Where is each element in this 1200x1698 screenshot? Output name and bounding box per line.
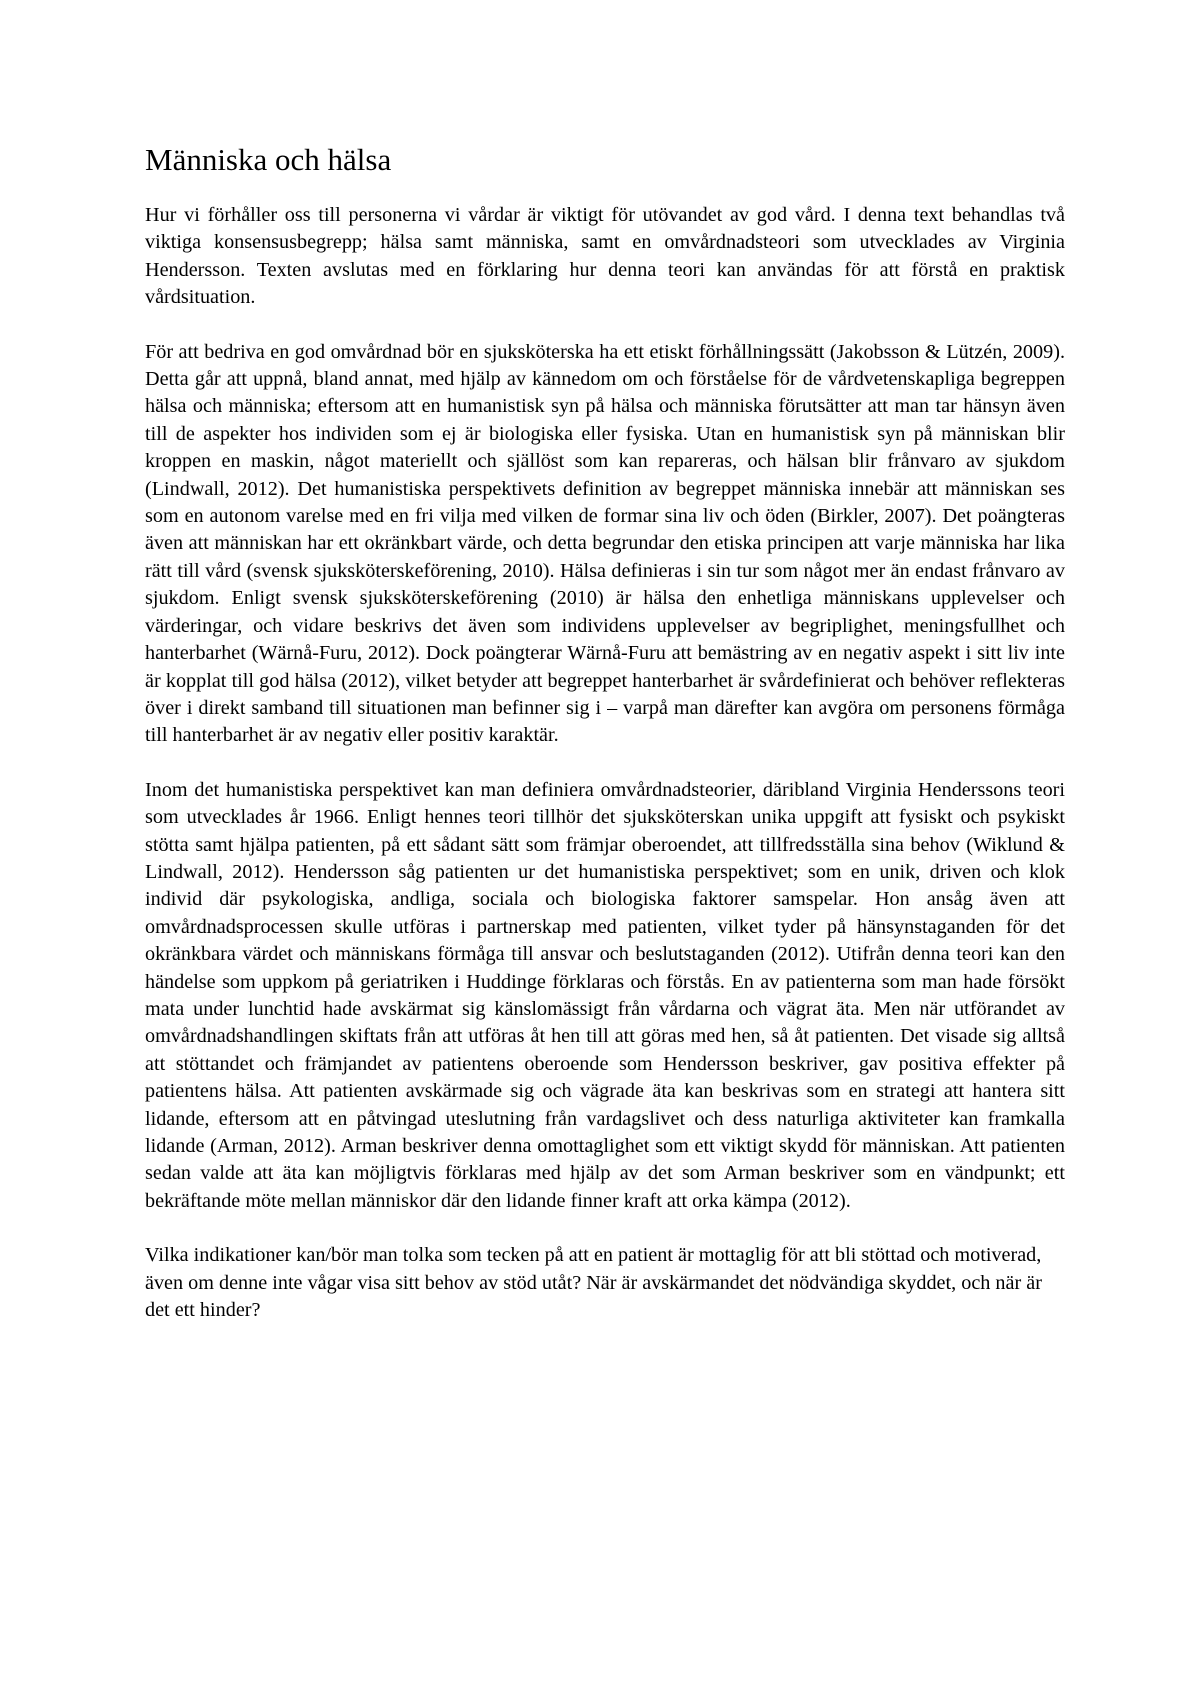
document-title: Människa och hälsa: [145, 142, 392, 177]
paragraph-concepts: För att bedriva en god omvårdnad bör en sjuksköterska ha ett etiskt förhållningssätt (Jakobsson & Lützén, 2009). Detta går att uppnå, bland annat, med hjälp av kännedom om och förståelse för de vårdvetenskapliga begreppen hälsa och människa; eftersom att en humanistisk syn på hälsa och människa förutsätter att man tar hänsyn även till de aspekter hos individen som ej är biologiska eller fysiska. Utan en humanistisk syn på människan blir kroppen en maskin, något materiellt och själlöst som kan repareras, och hälsan blir frånvaro av sjukdom (Lindwall, 2012). Det humanistiska perspektivets definition av begreppet människa innebär att människan ses som en autonom varelse med en fri vilja med vilken de formar sina liv och öden (Birkler, 2007). Det poängteras även att människan har ett okränkbart värde, och detta begrundar den etiska principen att varje människa har lika rätt till vård (svensk sjuksköterskeförening, 2010). Hälsa definieras i sin tur som något mer än endast frånvaro av sjukdom. Enligt svensk sjuksköterskeförening (2010) är hälsa den enhetliga människans upplevelser och värderingar, och vidare beskrivs det även som individens upplevelser av begriplighet, meningsfullhet och hanterbarhet (Wärnå-Furu, 2012). Dock poängterar Wärnå-Furu att bemästring av en negativ aspekt i sitt liv inte är kopplat till god hälsa (2012), vilket betyder att begreppet hanterbarhet är svårdefinierat och behöver reflekteras över i direkt samband till situationen man befinner sig i – varpå man därefter kan avgöra om personens förmåga till hanterbarhet är av negativ eller positiv karaktär.: [145, 340, 1065, 747]
paragraph-intro: Hur vi förhåller oss till personerna vi vårdar är viktigt för utövandet av god vård. I denna text behandlas två viktiga konsensusbegrepp; hälsa samt människa, samt en omvårdnadsteori som utvecklades av Virginia Hendersson. Texten avslutas med en förklaring hur denna teori kan användas för att förstå en praktisk vårdsituation.: [145, 204, 1065, 309]
paragraph-theory: Inom det humanistiska perspektivet kan man definiera omvårdnadsteorier, däribland Virginia Henderssons teori som utvecklades år 1966. Enligt hennes teori tillhör det sjuksköterskan unika uppgift att fysiskt och psykiskt stötta samt hjälpa patienten, på ett sådant sätt som främjar oberoendet, att tillfredsställa sina behov (Wiklund & Lindwall, 2012). Hendersson såg patienten ur det humanistiska perspektivet; som en unik, driven och klok individ där psykologiska, andliga, sociala och biologiska faktorer samspelar. Hon ansåg även att omvårdnadsprocessen skulle utföras i partnerskap med patienten, vilket tyder på hänsynstaganden för det okränkbara värdet och människans förmåga till ansvar och beslutstaganden (2012). Utifrån denna teori kan den händelse som uppkom på geriatriken i Huddinge förklaras och förstås. En av patienterna som man hade försökt mata under lunchtid hade avskärmat sig känslomässigt från vårdarna och vägrat äta. Men när utförandet av omvårdnadshandlingen skiftats från att utföras åt hen till att göras med hen, så åt patienten. Det visade sig alltså att stöttandet och främjandet av patientens oberoende som Hendersson beskriver, gav positiva effekter på patientens hälsa. Att patienten avskärmade sig och vägrade äta kan beskrivas som en strategi att hantera sitt lidande, eftersom att en påtvingad uteslutning från vardagslivet och dess naturliga aktiviteter kan framkalla lidande (Arman, 2012). Arman beskriver denna omottaglighet som ett viktigt skydd för människan. Att patienten sedan valde att äta kan möjligtvis förklaras med hjälp av det som Arman beskriver som en vändpunkt; ett bekräftande möte mellan människor där den lidande finner kraft att orka kämpa (2012).: [145, 778, 1065, 1212]
paragraph-questions: Vilka indikationer kan/bör man tolka som tecken på att en patient är mottaglig för att bli stöttad och motiverad, även om denne inte vågar visa sitt behov av stöd utåt? När är avskärmandet det nödvändiga skyddet, och när är det ett hinder?: [145, 1244, 1042, 1322]
document-page: [145, 140, 1065, 1351]
